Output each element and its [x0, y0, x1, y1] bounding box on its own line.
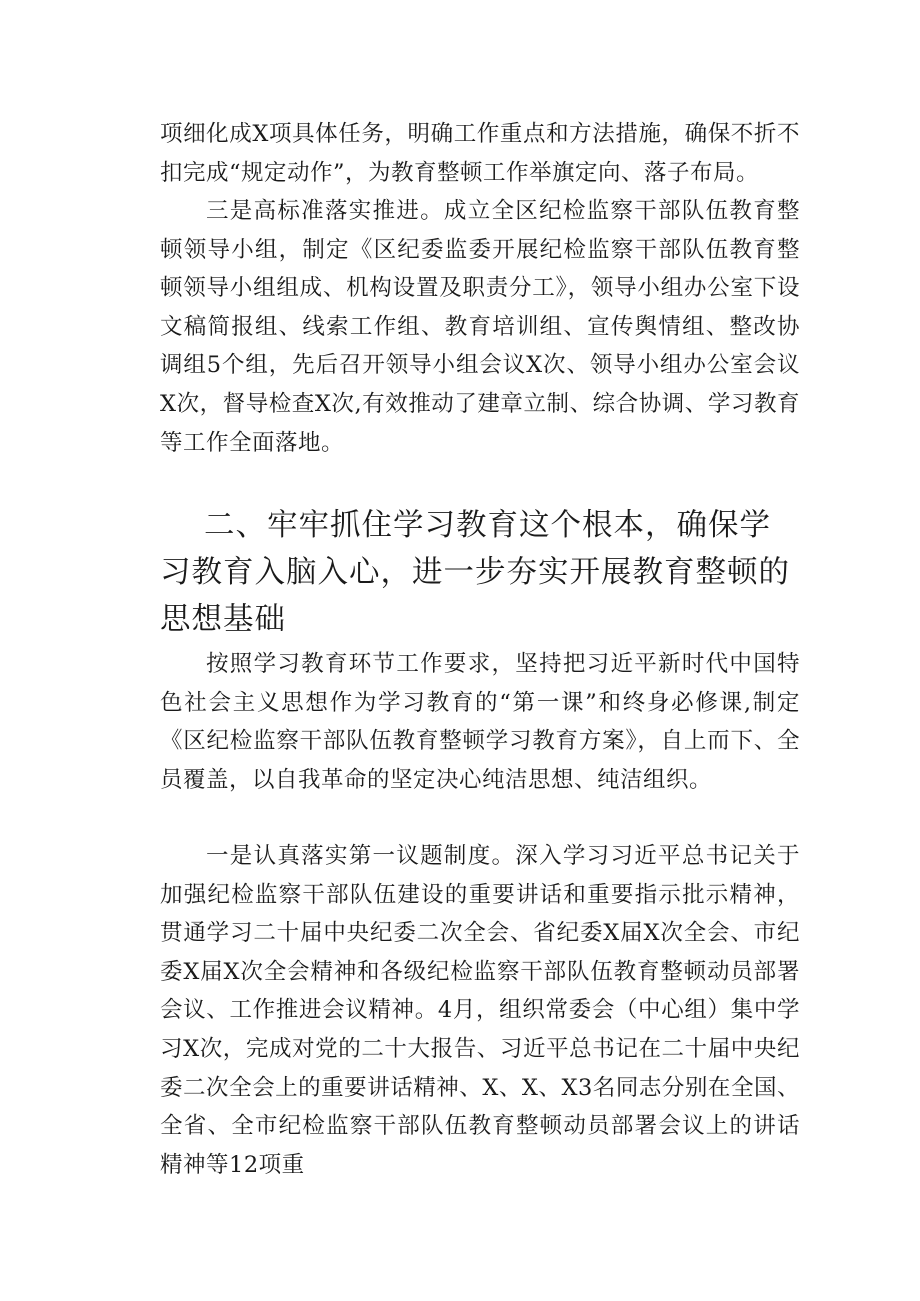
- section-heading: 二、牢牢抓住学习教育这个根本，确保学习教育入脑入心，进一步夯实开展教育整顿的思想基础: [160, 508, 790, 637]
- body-paragraph-point-three: 三是高标准落实推进。成立全区纪检监察干部队伍教育整顿领导小组，制定《区纪委监委开展纪检监察干部队伍教育整顿领导小组组成、机构设置及职责分工》，领导小组办公室下设文稿简报组、线索工作组、教育培训组、宣传舆情组、整改协调组5个组，先后召开领导小组会议X次、领导小组办公室会议X次，督导检查X次,有效推动了建章立制、综合协调、学习教育等工作全面落地。: [160, 198, 800, 456]
- body-paragraph-point-one: 一是认真落实第一议题制度。深入学习习近平总书记关于加强纪检监察干部队伍建设的重要讲话和重要指示批示精神，贯通学习二十届中央纪委二次全会、省纪委X届X次全会、市纪委X届X次全会精神和各级纪检监察干部队伍教育整顿动员部署会议、工作推进会议精神。4月，组织常委会（中心组）集中学习X次，完成对党的二十大报告、习近平总书记在二十届中央纪委二次全会上的重要讲话精神、X、X、X3名同志分别在全国、全省、全市纪检监察干部队伍教育整顿动员部署会议上的讲话精神等12项重: [160, 843, 800, 1178]
- section-intro-paragraph: 按照学习教育环节工作要求，坚持把习近平新时代中国特色社会主义思想作为学习教育的“第一课”和终身必修课,制定《区纪检监察干部队伍教育整顿学习教育方案》，自上而下、全员覆盖，以自我革命的坚定决心纯洁思想、纯洁组织。: [160, 651, 800, 793]
- continuation-paragraph: 项细化成X项具体任务，明确工作重点和方法措施，确保不折不扣完成“规定动作”，为教育整顿工作举旗定向、落子布局。: [160, 121, 800, 186]
